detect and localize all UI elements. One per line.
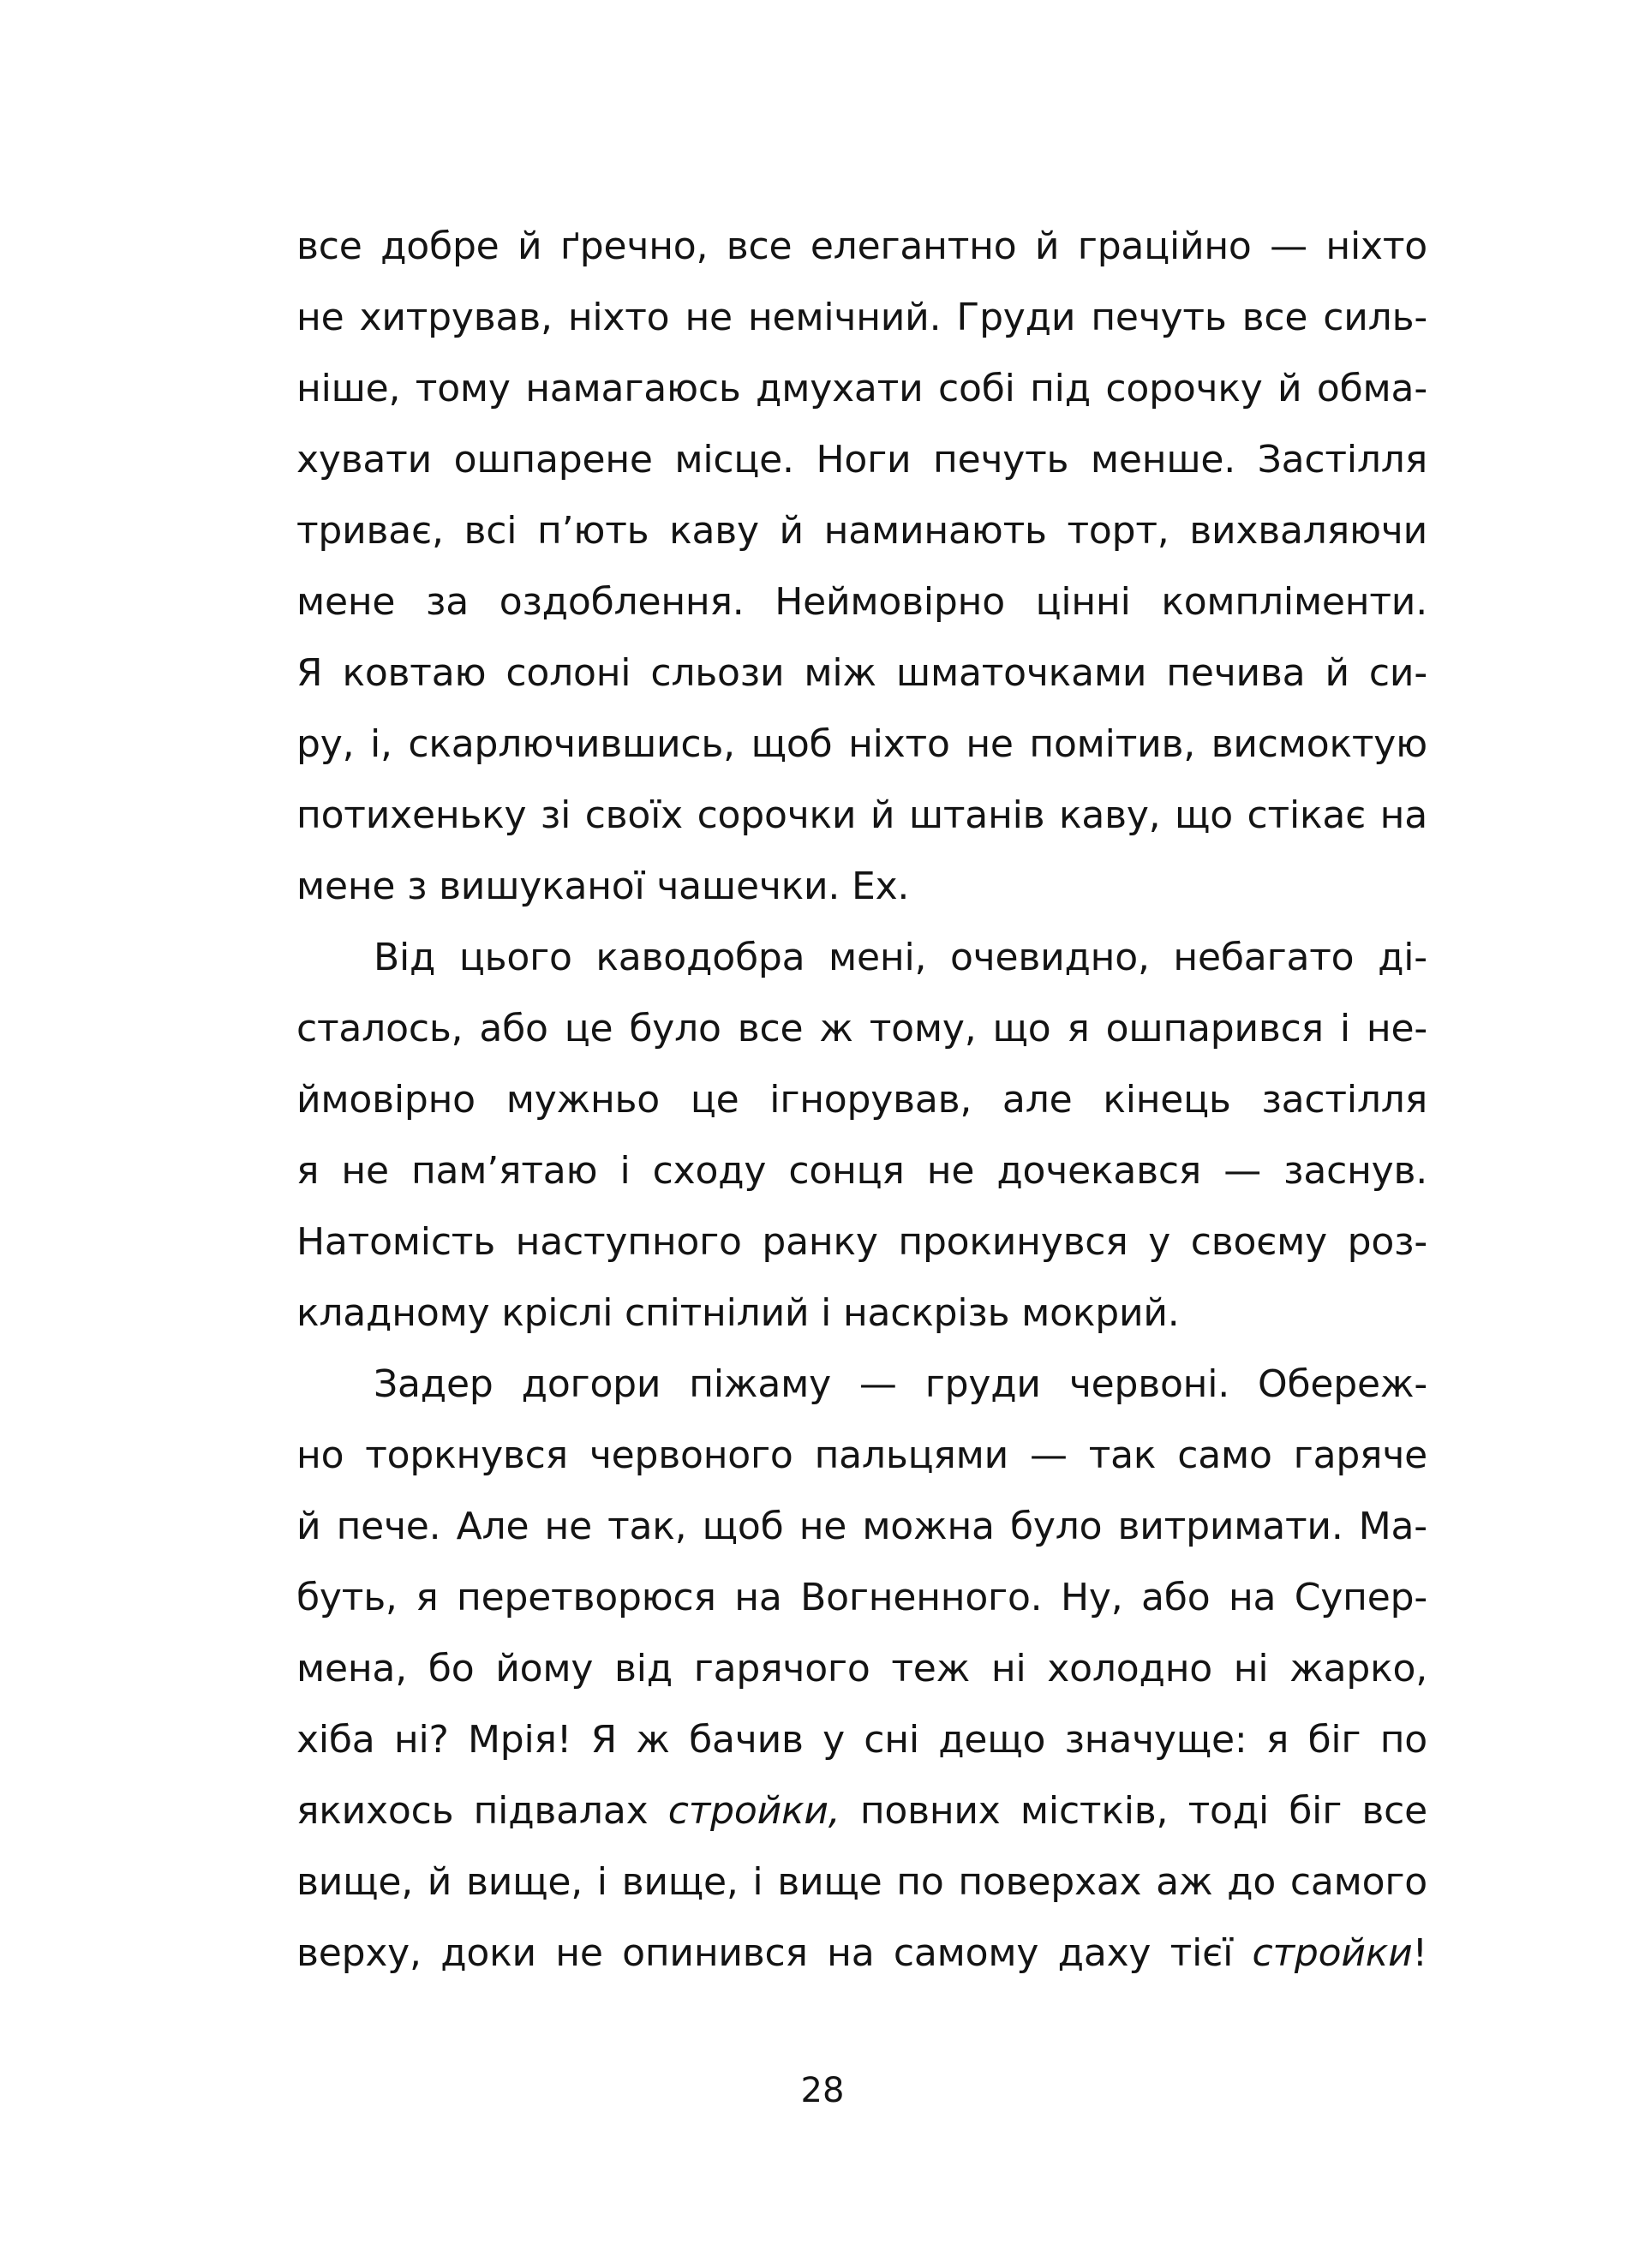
text-line-with-italic <box>296 1918 1427 1989</box>
text-line: хувати ошпарене місце. Ноги печуть менше. Застілля <box>296 438 1427 482</box>
text-line: триває, всі п’ють каву й наминають торт, вихваляючи <box>296 509 1427 553</box>
text-run: ! <box>1412 1931 1427 1975</box>
italic-word: стройки <box>1252 1931 1413 1975</box>
text-line: хіба ні? Мрія! Я ж бачив у сні дещо значуще: я біг по <box>296 1718 1427 1762</box>
text-line-paragraph-end: мене з вишуканої чашечки. Ех. <box>296 865 910 908</box>
text-line: все добре й ґречно, все елегантно й граційно — ніхто <box>296 224 1427 268</box>
italic-word: стройки, <box>667 1789 840 1833</box>
page-number: 28 <box>800 2071 845 2110</box>
text-line-paragraph-end: кладному кріслі спітнілий і наскрізь мокрий. <box>296 1291 1180 1335</box>
text-run: якихось підвалах <box>296 1789 668 1833</box>
text-run: верху, доки не опинився на самому даху тієї <box>296 1931 1253 1975</box>
text-line-paragraph-start: Від цього каводобра мені, очевидно, небагато ді- <box>374 936 1427 979</box>
text-line: мена, бо йому від гарячого теж ні холодно ні жарко, <box>296 1647 1427 1691</box>
text-line: буть, я перетворюся на Вогненного. Ну, або на Супер- <box>296 1576 1427 1619</box>
text-line: не хитрував, ніхто не немічний. Груди печуть все силь- <box>296 296 1427 339</box>
text-line: ру, і, скарлючившись, щоб ніхто не помітив, висмоктую <box>296 722 1427 766</box>
text-line: я не пам’ятаю і сходу сонця не дочекався — заснув. <box>296 1149 1427 1193</box>
text-line: й пече. Але не так, щоб не можна було витримати. Ма- <box>296 1505 1427 1548</box>
text-line: но торкнувся червоного пальцями — так само гаряче <box>296 1433 1427 1477</box>
text-line: Я ковтаю солоні сльози між шматочками печива й си- <box>296 651 1427 695</box>
text-line: ймовірно мужньо це ігнорував, але кінець застілля <box>296 1078 1427 1122</box>
text-run: повних містків, тоді біг все <box>840 1789 1427 1833</box>
text-line: сталось, або це було все ж тому, що я ошпарився і не- <box>296 1007 1427 1050</box>
text-line: Натомість наступного ранку прокинувся у своєму роз- <box>296 1220 1427 1264</box>
text-line-with-italic <box>296 1775 1427 1846</box>
text-line: потихеньку зі своїх сорочки й штанів каву, що стікає на <box>296 793 1427 837</box>
text-line: ніше, тому намагаюсь дмухати собі під сорочку й обма- <box>296 367 1427 410</box>
text-line-paragraph-start: Задер догори піжаму — груди червоні. Обереж- <box>374 1362 1427 1406</box>
book-page-text <box>296 211 1427 1989</box>
text-line: мене за оздоблення. Неймовірно цінні компліменти. <box>296 580 1427 624</box>
text-line: вище, й вище, і вище, і вище по поверхах аж до самого <box>296 1860 1427 1904</box>
